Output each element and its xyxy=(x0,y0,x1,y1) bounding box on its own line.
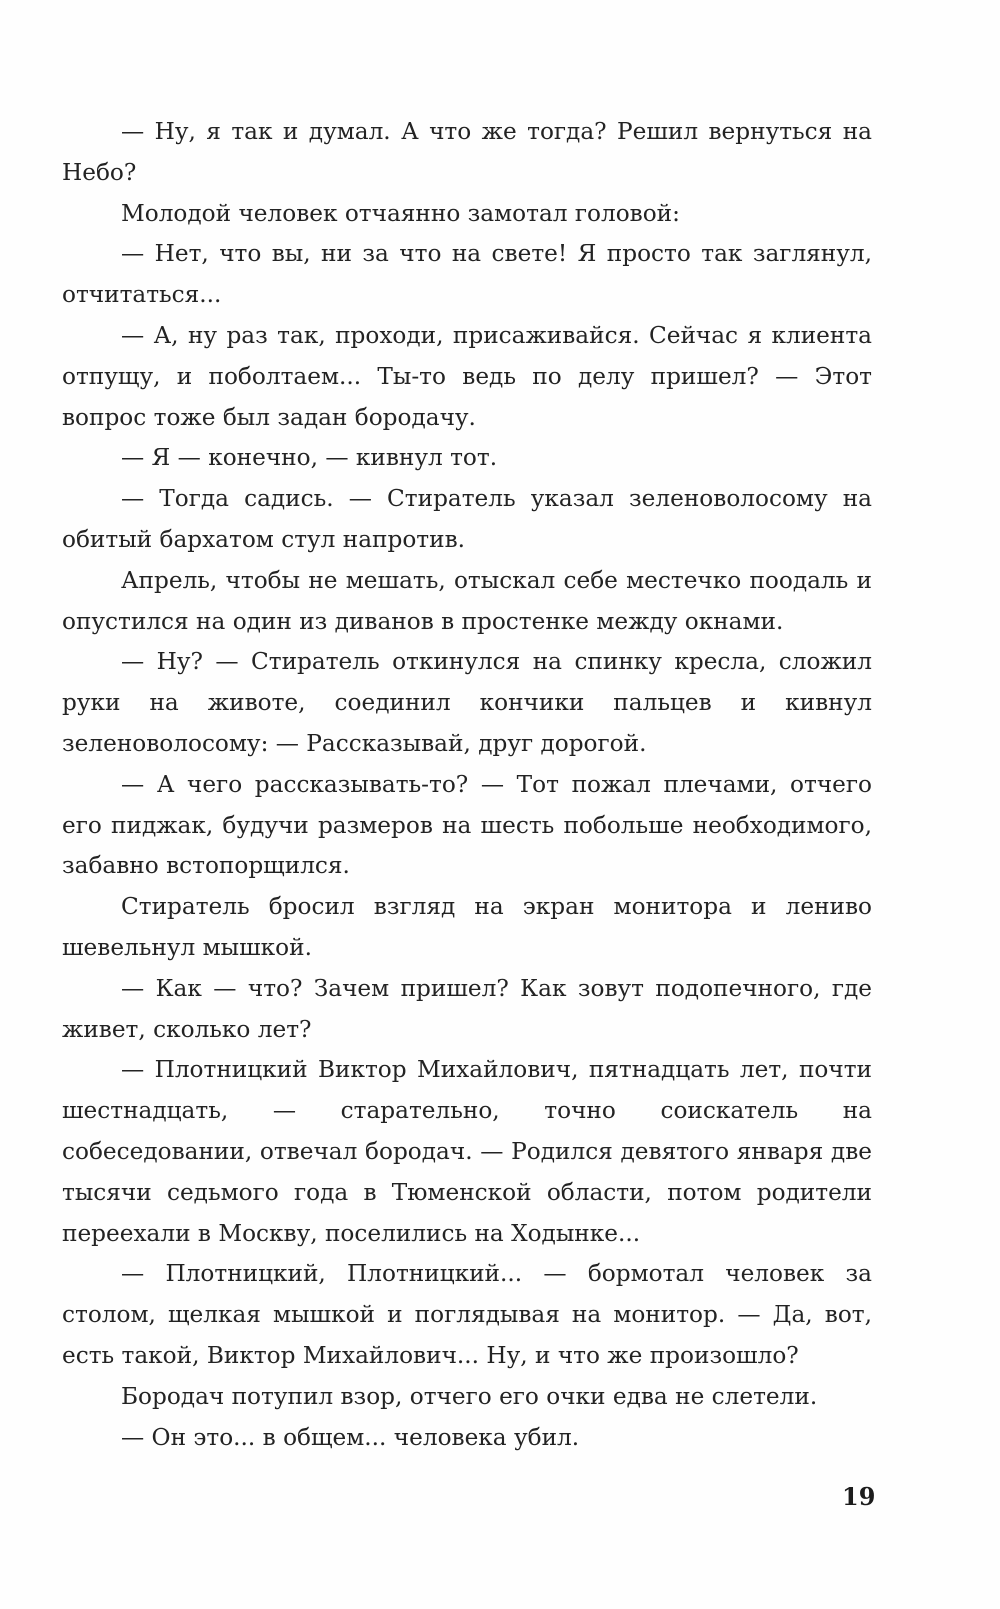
paragraph: — Плотницкий Виктор Михайлович, пятнадцать лет, почти шестнадцать, — старательно, точно соискатель на собеседовании, отвечал бородач. — Родился девятого января две тысячи седьмого года в Тюменской области, потом родители переехали в Москву, поселились на Ходынке... xyxy=(62,1056,872,1247)
paragraph: Стиратель бросил взгляд на экран монитора и лениво шевельнул мышкой. xyxy=(62,893,872,961)
paragraph: — Плотницкий, Плотницкий... — бормотал человек за столом, щелкая мышкой и поглядывая на монитор. — Да, вот, есть такой, Виктор Михайлович... Ну, и что же произошло? xyxy=(62,1260,872,1369)
paragraph: Апрель, чтобы не мешать, отыскал себе местечко поодаль и опустился на один из диванов в простенке между окнами. xyxy=(62,566,872,635)
paragraph: — А, ну раз так, проходи, присаживайся. Сейчас я клиента отпущу, и поболтаем... Ты-то ведь по делу пришел? — Этот вопрос тоже был задан бородачу. xyxy=(62,321,872,431)
paragraph: — Ну? — Стиратель откинулся на спинку кресла, сложил руки на животе, соединил кончики пальцев и кивнул зеленоволосому: — Рассказывай, друг дорогой. xyxy=(62,648,872,757)
page-number: 19 xyxy=(842,1482,876,1511)
paragraph: — Я — конечно, — кивнул тот. xyxy=(121,444,498,472)
paragraph: Молодой человек отчаянно замотал головой: xyxy=(121,199,680,227)
paragraph: — Как — что? Зачем пришел? Как зовут подопечного, где живет, сколько лет? xyxy=(62,974,872,1043)
paragraph: — Он это... в общем... человека убил. xyxy=(121,1423,580,1451)
paragraph: Бородач потупил взор, отчего его очки едва не слетели. xyxy=(121,1382,818,1410)
body-text xyxy=(62,112,872,1458)
paragraph: — Ну, я так и думал. А что же тогда? Решил вернуться на Небо? xyxy=(62,118,872,186)
paragraph: — А чего рассказывать-то? — Тот пожал плечами, отчего его пиджак, будучи размеров на шесть побольше необходимого, забавно встопорщился. xyxy=(62,770,872,880)
paragraph: — Нет, что вы, ни за что на свете! Я просто так заглянул, отчитаться... xyxy=(62,240,872,309)
paragraph: — Тогда садись. — Стиратель указал зеленоволосому на обитый бархатом стул напротив. xyxy=(62,485,872,553)
